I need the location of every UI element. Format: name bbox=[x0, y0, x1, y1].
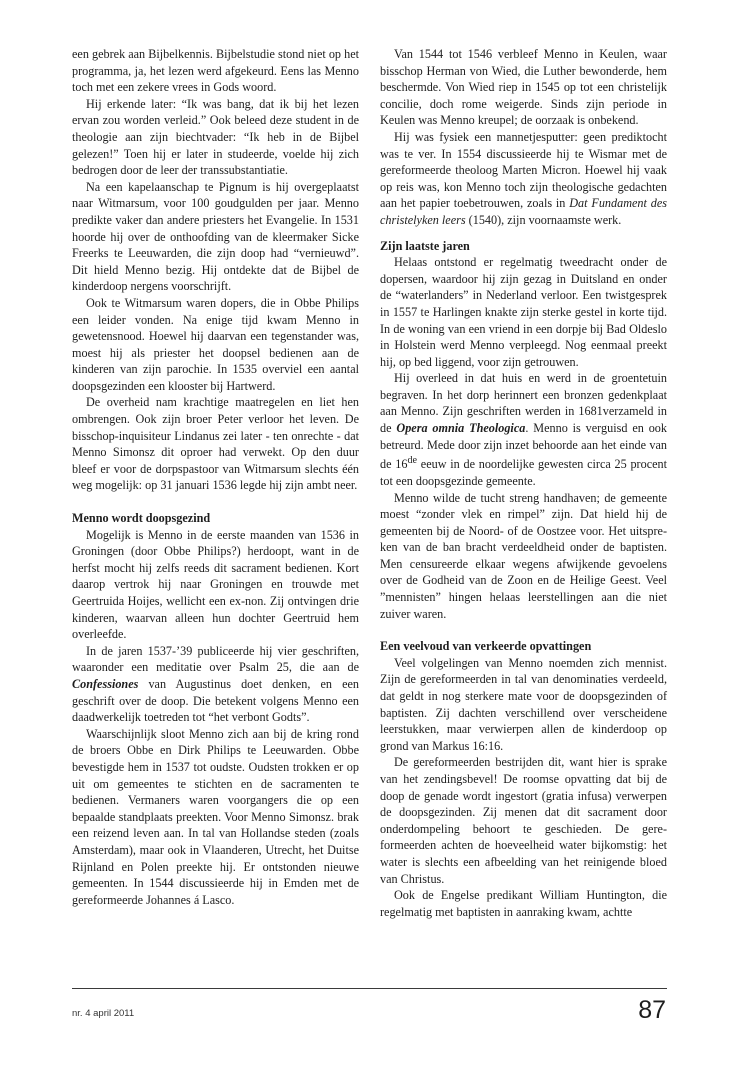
book-title: Dat Fundament des christelyken leers bbox=[380, 196, 667, 227]
right-column bbox=[380, 46, 667, 920]
paragraph bbox=[72, 643, 359, 726]
section-heading: Menno wordt doopsgezind bbox=[72, 511, 211, 526]
section-heading: Een veelvoud van verkeerde opvattingen bbox=[380, 639, 592, 654]
page-number: 87 bbox=[638, 996, 666, 1024]
text-run: In de jaren 1537-’39 publiceerde hij vier geschriften, waaronder een meditatie over Psalm 25, die aan de bbox=[72, 643, 359, 675]
paragraph: Van 1544 tot 1546 verbleef Menno in Keulen, waar bisschop Herman von Wied, die Luther bewonderde, hem beschermde. Von Wied riep in 1545 op tot een christelijk concilie, doch rome weigerde. Sinds zijn periode in Keulen was Menno kreupel; de oorzaak is onbekend. bbox=[380, 47, 667, 128]
paragraph: Ook te Witmarsum waren dopers, die in Obbe Philips een leider vonden. Na enige tijd kwam Menno in gewetensnood. Hoewel hij daarvan een tegenstander was, moest hij als priester het doopsel bedienen aan de kinderen van zijn parochie. In 1535 overviel een aantal doopsgezinden een klooster bij Hartwerd. bbox=[72, 295, 359, 393]
book-title: Opera omnia Theologica bbox=[396, 421, 526, 436]
paragraph: Helaas ontstond er regelmatig tweedracht onder de dopersen, waardoor hij zijn gezag in Duitsland en onder de “waterlanders” in Nederland verloor. Een twistgesprek in 1557 te Harlingen knakte zijn sterke gestel in korte tijd. In de woning van een vriend in een dorpje bij Bad Oldeslo in Holstein werd Menno verpleegd. Nog eenmaal preekt hij, op bed liggend, voor zijn getrouwen. bbox=[380, 255, 667, 369]
paragraph: Menno wilde de tucht streng handhaven; de gemeente moest “zonder vlek en rimpel” zijn. Dat hield hij de gemeenten bij de Noord- of de Oostzee voor. Het uitspreken van de ban bracht verdeeldheid onder de baptisten. Men censureerde elkaar wegens afwijkende gevoelens over de Godheid van de Zoon en de Heilige Geest. Veel ”mennisten” hingen helaas leerstellingen aan die niet zuiver waren. bbox=[380, 490, 667, 621]
left-column bbox=[72, 46, 359, 908]
superscript: de bbox=[407, 455, 418, 467]
text-run: . Menno is verguisd en ook betreurd. Mede door zijn inzet behoorde aan het einde van de 16 bbox=[380, 421, 667, 472]
text-run: van Augustinus doet denken, en een geschrift over de doop. Die betekent volgens Menno een daadwerkelijk toetreden tot “het verbont Godts”. bbox=[72, 676, 359, 725]
paragraph: een gebrek aan Bijbelkennis. Bijbelstudie stond niet op het programma, ja, het lezen werd afgekeurd. Eens las Menno toch met een zekere vrees in Gods woord. bbox=[72, 47, 359, 95]
text-run: Hij was fysiek een mannetjesputter: geen prediktocht was te ver. In 1554 discussieerde hij te Wismar met de gereformeerde theoloog Marten Micron. Hoewel hij vaak op reis was, kon Menno toch zijn theologische gedachten aan het papier toebetrouwen, zoals in bbox=[380, 129, 667, 211]
issue-label: nr. 4 april 2011 bbox=[72, 1008, 135, 1019]
paragraph bbox=[380, 370, 667, 489]
paragraph: Veel volgelingen van Menno noemden zich mennist. Zijn de gereformeerden in tal van denominaties verdeeld, dat geldt in nog sterkere mate voor de doopsgezinden of baptisten. Zij dachten verschillend over verscheidene leerstukken, maar verwierpen allen de kinderdoop op grond van Markus 16:16. bbox=[380, 655, 667, 753]
paragraph bbox=[380, 129, 667, 229]
paragraph: Hij erkende later: “Ik was bang, dat ik bij het lezen ervan zou worden verleid.” Ook beleed deze student in de theologie aan zijn biechtvader: “Ik heb in de Bijbel gelezen!” Toen hij er later in studeerde, voelde hij zich bedrogen door de leer der transsubstantiatie. bbox=[72, 96, 359, 178]
paragraph: Mogelijk is Menno in de eerste maanden van 1536 in Groningen (door Obbe Philips?) herdoopt, want in de herfst mocht hij zelfs reeds dit sacrament bedienen. Kort daarop vertrok hij naar Groningen en trouwde met Geertruida Hoijes, wellicht een ex-non. Zij ontvingen drie kinderen, waarvan alleen hun dochter Geertruid hem overleefde. bbox=[72, 527, 359, 642]
paragraph: De overheid nam krachtige maatregelen en liet hen ombrengen. Ook zijn broer Peter verloor het leven. De bisschop-inquisiteur Lindanus zei later - ten onrechte - dat Menno Simonsz dit oproer had verwekt. Op den duur bleef er voor de dorpspastoor van Witmarsum slechts één weg mogelijk: op 31 januari 1536 legde hij zijn ambt neer. bbox=[72, 395, 359, 493]
footer-divider bbox=[72, 988, 667, 989]
section-heading: Zijn laatste jaren bbox=[380, 238, 470, 253]
paragraph: Na een kapelaanschap te Pignum is hij overgeplaatst naar Witmarsum, voor 100 goudgulden per jaar. Menno predikte vaker dan andere priesters het Evangelie. In 1531 hoorde hij over de onthoofding van de kleermaker Sicke Freerks te Leeuwarden, die zijn doop had “vernieuwd”. Dit hield Menno bezig. Hij ontdekte dat de Bijbel de kinderdoop nergens voorschrijft. bbox=[72, 179, 359, 294]
book-title: Confessiones bbox=[72, 676, 139, 691]
text-run: eeuw in de noordelijke gewesten circa 25 procent tot een doopsgezinde gemeente. bbox=[380, 457, 667, 488]
paragraph: Ook de Engelse predikant William Huntington, die regelmatig met baptisten in aanraking kwam, achtte bbox=[380, 888, 667, 919]
text-run: (1540), zijn voornaamste werk. bbox=[465, 212, 622, 227]
text-run: Hij overleed in dat huis en werd in de groentetuin begraven. In het dorp herinnert een bronzen gedenkplaat aan Menno. Zijn geschriften werden in 1681verzameld in de bbox=[380, 371, 667, 436]
paragraph: Waarschijnlijk sloot Menno zich aan bij de kring rond de broers Obbe en Dirk Philips te Leeuwarden. Obbe bevestigde hem in 1537 tot oudste. Oudsten trokken er op uit om gemeentes te stichten en de sacramenten te bedienen. Vermaners waren voorgangers die op een bepaalde standplaats preekten. Voor Menno Simonsz. brak een reizend leven aan. In tal van Hollandse steden (zoals Amsterdam), maar ook in Vlaanderen, Utrecht, het Duitse Rijnland en Polen preekte hij. Er ontstonden nieuwe gemeenten. In 1544 discussieerde hij in Emden met de gereformeerde Johannes á Lasco. bbox=[72, 726, 359, 907]
paragraph: De gereformeerden bestrijden dit, want hier is sprake van het zendingsbevel! De roomse opvatting dat bij de doop de genade wordt ingestort (gratia infusa) verwerpen de doopsgezinden. Zij menen dat dit sacrament door onderdompeling behoort te geschieden. De gereformeerden achten de hoeveelheid water bijkomstig: het water is slechts een afbeelding van het reinigende bloed van Christus. bbox=[380, 755, 667, 886]
